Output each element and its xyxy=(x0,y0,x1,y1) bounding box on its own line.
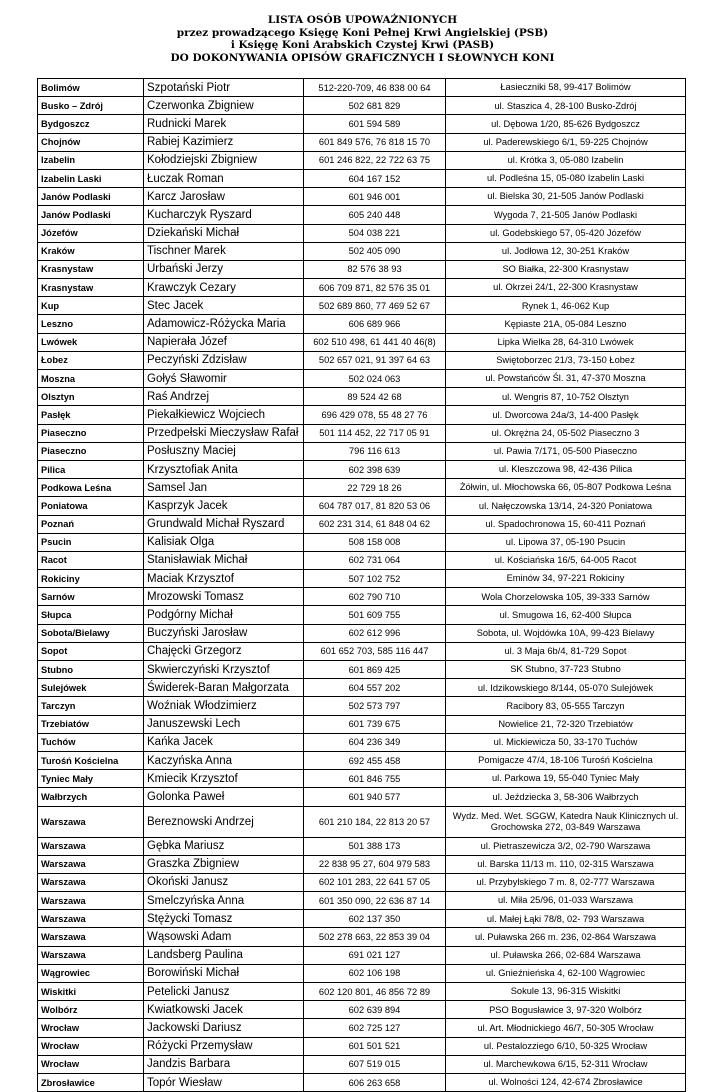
table-row xyxy=(38,169,686,187)
phone-cell: 604 557 202 xyxy=(304,679,446,697)
phone-cell: 502 681 829 xyxy=(304,97,446,115)
city-cell: Janów Podlaski xyxy=(38,188,144,206)
table-row xyxy=(38,79,686,97)
name-cell: Tischner Marek xyxy=(144,242,304,260)
table-row xyxy=(38,624,686,642)
city-cell: Podkowa Leśna xyxy=(38,479,144,497)
phone-cell: 602 231 314, 61 848 04 62 xyxy=(304,515,446,533)
name-cell: Dziekański Michał xyxy=(144,224,304,242)
city-cell: Pasłęk xyxy=(38,406,144,424)
phone-cell: 691 021 127 xyxy=(304,946,446,964)
table-row xyxy=(38,837,686,855)
name-cell: Raś Andrzej xyxy=(144,388,304,406)
address-cell: ul. Paderewskiego 6/1, 59-225 Chojnów xyxy=(446,133,686,151)
address-cell: PSO Bogusławice 3, 97-320 Wolbórz xyxy=(446,1001,686,1019)
table-row xyxy=(38,733,686,751)
name-cell: Stec Jacek xyxy=(144,297,304,315)
city-cell: Sulejówek xyxy=(38,679,144,697)
address-cell: SK Stubno, 37-723 Stubno xyxy=(446,661,686,679)
address-cell: ul. Jodłowa 12, 30-251 Kraków xyxy=(446,242,686,260)
city-cell: Krasnystaw xyxy=(38,279,144,297)
phone-cell: 605 240 448 xyxy=(304,206,446,224)
phone-cell: 604 167 152 xyxy=(304,169,446,187)
city-cell: Janów Podlaski xyxy=(38,206,144,224)
name-cell: Chajęcki Grzegorz xyxy=(144,642,304,660)
city-cell: Moszna xyxy=(38,370,144,388)
city-cell: Psucin xyxy=(38,533,144,551)
name-cell: Gębka Mariusz xyxy=(144,837,304,855)
name-cell: Peczyński Zdzisław xyxy=(144,351,304,369)
city-cell: Trzebiatów xyxy=(38,715,144,733)
phone-cell: 22 838 95 27, 604 979 583 xyxy=(304,855,446,873)
name-cell: Bereznowski Andrzej xyxy=(144,806,304,837)
name-cell: Krzysztofiak Anita xyxy=(144,460,304,478)
city-cell: Racot xyxy=(38,551,144,569)
city-cell: Bydgoszcz xyxy=(38,115,144,133)
table-row xyxy=(38,983,686,1001)
name-cell: Posłuszny Maciej xyxy=(144,442,304,460)
address-cell: Łasieczniki 58, 99-417 Bolimów xyxy=(446,79,686,97)
phone-cell: 502 405 090 xyxy=(304,242,446,260)
phone-cell: 602 120 801, 46 856 72 89 xyxy=(304,983,446,1001)
address-cell: ul. Kleszczowa 98, 42-436 Pilica xyxy=(446,460,686,478)
phone-cell: 696 429 078, 55 48 27 76 xyxy=(304,406,446,424)
table-row xyxy=(38,424,686,442)
table-row xyxy=(38,806,686,837)
name-cell: Okoński Janusz xyxy=(144,873,304,891)
table-row xyxy=(38,873,686,891)
address-cell: Sokule 13, 96-315 Wiskitki xyxy=(446,983,686,1001)
city-cell: Sopot xyxy=(38,642,144,660)
name-cell: Krawczyk Cezary xyxy=(144,279,304,297)
address-cell: Kępiaste 21A, 05-084 Leszno xyxy=(446,315,686,333)
name-cell: Januszewski Lech xyxy=(144,715,304,733)
city-cell: Busko – Zdrój xyxy=(38,97,144,115)
table-row xyxy=(38,442,686,460)
city-cell: Wągrowiec xyxy=(38,964,144,982)
name-cell: Jackowski Dariusz xyxy=(144,1019,304,1037)
address-cell: ul. Staszica 4, 28-100 Busko-Zdrój xyxy=(446,97,686,115)
phone-cell: 601 739 675 xyxy=(304,715,446,733)
address-cell: ul. Lipowa 37, 05-190 Psucin xyxy=(446,533,686,551)
table-row xyxy=(38,570,686,588)
address-cell: Wydz. Med. Wet. SGGW, Katedra Nauk Klinicznych ul. Grochowska 272, 03-849 Warszawa xyxy=(446,806,686,837)
name-cell: Skwierczyński Krzysztof xyxy=(144,661,304,679)
phone-cell: 604 787 017, 81 820 53 06 xyxy=(304,497,446,515)
name-cell: Kalisiak Olga xyxy=(144,533,304,551)
phone-cell: 601 350 090, 22 636 87 14 xyxy=(304,892,446,910)
table-row xyxy=(38,333,686,351)
table-row xyxy=(38,351,686,369)
phone-cell: 606 263 658 xyxy=(304,1073,446,1091)
address-cell: ul. 3 Maja 6b/4, 81-729 Sopot xyxy=(446,642,686,660)
city-cell: Izabelin Laski xyxy=(38,169,144,187)
phone-cell: 502 689 860, 77 469 52 67 xyxy=(304,297,446,315)
address-cell: ul. Okrężna 24, 05-502 Piaseczno 3 xyxy=(446,424,686,442)
phone-cell: 502 657 021, 91 397 64 63 xyxy=(304,351,446,369)
city-cell: Leszno xyxy=(38,315,144,333)
city-cell: Stubno xyxy=(38,661,144,679)
city-cell: Kup xyxy=(38,297,144,315)
table-row xyxy=(38,697,686,715)
city-cell: Józefów xyxy=(38,224,144,242)
city-cell: Turośń Kościelna xyxy=(38,751,144,769)
address-cell: ul. Marchewkowa 6/15, 52-311 Wrocław xyxy=(446,1055,686,1073)
table-row xyxy=(38,661,686,679)
phone-cell: 606 709 871, 82 576 35 01 xyxy=(304,279,446,297)
address-cell: ul. Wengris 87, 10-752 Olsztyn xyxy=(446,388,686,406)
name-cell: Borowiński Michał xyxy=(144,964,304,982)
phone-cell: 22 729 18 26 xyxy=(304,479,446,497)
table-row xyxy=(38,533,686,551)
table-row xyxy=(38,642,686,660)
city-cell: Warszawa xyxy=(38,928,144,946)
phone-cell: 89 524 42 68 xyxy=(304,388,446,406)
city-cell: Warszawa xyxy=(38,806,144,837)
document-header xyxy=(0,14,725,64)
phone-cell: 606 689 966 xyxy=(304,315,446,333)
address-cell: ul. Puławska 266 m. 236, 02-864 Warszawa xyxy=(446,928,686,946)
table-row xyxy=(38,406,686,424)
phone-cell: 602 101 283, 22 641 57 05 xyxy=(304,873,446,891)
address-cell: ul. Wolności 124, 42-674 Zbrosławice xyxy=(446,1073,686,1091)
name-cell: Golonka Paweł xyxy=(144,788,304,806)
city-cell: Lwówek xyxy=(38,333,144,351)
phone-cell: 601 849 576, 76 818 15 70 xyxy=(304,133,446,151)
phone-cell: 601 940 577 xyxy=(304,788,446,806)
phone-cell: 501 609 755 xyxy=(304,606,446,624)
phone-cell: 601 501 521 xyxy=(304,1037,446,1055)
name-cell: Gołyś Sławomir xyxy=(144,370,304,388)
name-cell: Kwiatkowski Jacek xyxy=(144,1001,304,1019)
name-cell: Topór Wiesław xyxy=(144,1073,304,1091)
table-row xyxy=(38,133,686,151)
address-cell: Sobota, ul. Wojdówka 10A, 99-423 Bielawy xyxy=(446,624,686,642)
table-row xyxy=(38,97,686,115)
phone-cell: 502 573 797 xyxy=(304,697,446,715)
address-cell: Żółwin, ul. Młochowska 66, 05-807 Podkowa Leśna xyxy=(446,479,686,497)
table-row xyxy=(38,679,686,697)
name-cell: Przedpełski Mieczysław Rafał xyxy=(144,424,304,442)
name-cell: Mrozowski Tomasz xyxy=(144,588,304,606)
table-row xyxy=(38,1055,686,1073)
city-cell: Bolimów xyxy=(38,79,144,97)
table-row xyxy=(38,515,686,533)
name-cell: Samsel Jan xyxy=(144,479,304,497)
city-cell: Wałbrzych xyxy=(38,788,144,806)
name-cell: Wąsowski Adam xyxy=(144,928,304,946)
table-row xyxy=(38,788,686,806)
name-cell: Kaczyńska Anna xyxy=(144,751,304,769)
address-cell: ul. Puławska 266, 02-684 Warszawa xyxy=(446,946,686,964)
city-cell: Zbrosławice xyxy=(38,1073,144,1091)
address-cell: ul. Nałęczowska 13/14, 24-320 Poniatowa xyxy=(446,497,686,515)
phone-cell: 601 846 755 xyxy=(304,770,446,788)
address-cell: ul. Powstańców Śl. 31, 47-370 Moszna xyxy=(446,370,686,388)
city-cell: Warszawa xyxy=(38,910,144,928)
phone-cell: 601 246 822, 22 722 63 75 xyxy=(304,151,446,169)
name-cell: Różycki Przemysław xyxy=(144,1037,304,1055)
authorized-persons-table xyxy=(37,78,686,1092)
name-cell: Łuczak Roman xyxy=(144,169,304,187)
header-subtitle-2: i Księgę Koni Arabskich Czystej Krwi (PASB) xyxy=(230,39,495,51)
city-cell: Poznań xyxy=(38,515,144,533)
address-cell: ul. Krótka 3, 05-080 Izabelin xyxy=(446,151,686,169)
phone-cell: 796 116 613 xyxy=(304,442,446,460)
address-cell: ul. Gnieźnieńska 4, 62-100 Wągrowiec xyxy=(446,964,686,982)
table-row xyxy=(38,588,686,606)
phone-cell: 607 519 015 xyxy=(304,1055,446,1073)
header-subtitle-1: przez prowadzącego Księgę Koni Pełnej Krwi Angielskiej (PSB) xyxy=(176,26,549,39)
header-title: LISTA OSÓB UPOWAŻNIONYCH xyxy=(267,14,458,26)
table-body xyxy=(38,79,686,1092)
city-cell: Warszawa xyxy=(38,873,144,891)
city-cell: Warszawa xyxy=(38,855,144,873)
address-cell: SO Białka, 22-300 Krasnystaw xyxy=(446,260,686,278)
name-cell: Podgórny Michał xyxy=(144,606,304,624)
address-cell: ul. Parkowa 19, 55-040 Tyniec Mały xyxy=(446,770,686,788)
name-cell: Jandzis Barbara xyxy=(144,1055,304,1073)
phone-cell: 502 024 063 xyxy=(304,370,446,388)
address-cell: ul. Jeździecka 3, 58-306 Wałbrzych xyxy=(446,788,686,806)
address-cell: Pomigacze 47/4, 18-106 Turośń Kościelna xyxy=(446,751,686,769)
table-row xyxy=(38,928,686,946)
city-cell: Chojnów xyxy=(38,133,144,151)
table-row xyxy=(38,1073,686,1091)
city-cell: Piaseczno xyxy=(38,442,144,460)
city-cell: Rokiciny xyxy=(38,570,144,588)
phone-cell: 512-220-709, 46 838 00 64 xyxy=(304,79,446,97)
address-cell: Eminów 34, 97-221 Rokiciny xyxy=(446,570,686,588)
address-cell: ul. Pawia 7/171, 05-500 Piaseczno xyxy=(446,442,686,460)
name-cell: Graszka Zbigniew xyxy=(144,855,304,873)
phone-cell: 602 790 710 xyxy=(304,588,446,606)
city-cell: Tarczyn xyxy=(38,697,144,715)
table-row xyxy=(38,1019,686,1037)
phone-cell: 602 137 350 xyxy=(304,910,446,928)
name-cell: Stężycki Tomasz xyxy=(144,910,304,928)
address-cell: ul. Podleśna 15, 05-080 Izabelin Laski xyxy=(446,169,686,187)
address-cell: ul. Pestalozziego 6/10, 50-325 Wrocław xyxy=(446,1037,686,1055)
table-row xyxy=(38,855,686,873)
address-cell: ul. Barska 11/13 m. 110, 02-315 Warszawa xyxy=(446,855,686,873)
phone-cell: 692 455 458 xyxy=(304,751,446,769)
city-cell: Izabelin xyxy=(38,151,144,169)
address-cell: ul. Małej Łąki 78/8, 02- 793 Warszawa xyxy=(446,910,686,928)
address-cell: ul. Dębowa 1/20, 85-626 Bydgoszcz xyxy=(446,115,686,133)
phone-cell: 504 038 221 xyxy=(304,224,446,242)
table-row xyxy=(38,297,686,315)
city-cell: Wrocław xyxy=(38,1037,144,1055)
table-row xyxy=(38,279,686,297)
table-row xyxy=(38,770,686,788)
name-cell: Landsberg Paulina xyxy=(144,946,304,964)
city-cell: Warszawa xyxy=(38,837,144,855)
address-cell: ul. Przybylskiego 7 m. 8, 02-777 Warszawa xyxy=(446,873,686,891)
city-cell: Warszawa xyxy=(38,892,144,910)
address-cell: ul. Kościańska 16/5, 64-005 Racot xyxy=(446,551,686,569)
phone-cell: 602 510 498, 61 441 40 46(8) xyxy=(304,333,446,351)
phone-cell: 602 725 127 xyxy=(304,1019,446,1037)
phone-cell: 602 612 996 xyxy=(304,624,446,642)
city-cell: Warszawa xyxy=(38,946,144,964)
city-cell: Tuchów xyxy=(38,733,144,751)
phone-cell: 501 114 452, 22 717 05 91 xyxy=(304,424,446,442)
city-cell: Sarnów xyxy=(38,588,144,606)
city-cell: Sobota/Bielawy xyxy=(38,624,144,642)
address-cell: ul. Bielska 30, 21-505 Janów Podlaski xyxy=(446,188,686,206)
address-cell: Nowielice 21, 72-320 Trzebiatów xyxy=(446,715,686,733)
name-cell: Smelczyńska Anna xyxy=(144,892,304,910)
table-row xyxy=(38,460,686,478)
table-row xyxy=(38,964,686,982)
city-cell: Piaseczno xyxy=(38,424,144,442)
city-cell: Słupca xyxy=(38,606,144,624)
city-cell: Wrocław xyxy=(38,1055,144,1073)
city-cell: Wiskitki xyxy=(38,983,144,1001)
name-cell: Rudnicki Marek xyxy=(144,115,304,133)
address-cell: ul. Okrzei 24/1, 22-300 Krasnystaw xyxy=(446,279,686,297)
address-cell: ul. Godebskiego 57, 05-420 Józefów xyxy=(446,224,686,242)
phone-cell: 601 652 703, 585 116 447 xyxy=(304,642,446,660)
name-cell: Stanisławiak Michał xyxy=(144,551,304,569)
phone-cell: 507 102 752 xyxy=(304,570,446,588)
table-row xyxy=(38,388,686,406)
address-cell: ul. Miła 25/96, 01-033 Warszawa xyxy=(446,892,686,910)
table-row xyxy=(38,606,686,624)
phone-cell: 501 388 173 xyxy=(304,837,446,855)
address-cell: Racibory 83, 05-555 Tarczyn xyxy=(446,697,686,715)
table-row xyxy=(38,1037,686,1055)
phone-cell: 602 398 639 xyxy=(304,460,446,478)
table-row xyxy=(38,497,686,515)
address-cell: Wygoda 7, 21-505 Janów Podlaski xyxy=(446,206,686,224)
name-cell: Buczyński Jarosław xyxy=(144,624,304,642)
address-cell: ul. Idzikowskiego 8/144, 05-070 Sulejówek xyxy=(446,679,686,697)
table-row xyxy=(38,242,686,260)
name-cell: Maciak Krzysztof xyxy=(144,570,304,588)
name-cell: Adamowicz-Różycka Maria xyxy=(144,315,304,333)
name-cell: Karcz Jarosław xyxy=(144,188,304,206)
table-row xyxy=(38,910,686,928)
name-cell: Piekałkiewicz Wojciech xyxy=(144,406,304,424)
table-row xyxy=(38,751,686,769)
table-row xyxy=(38,370,686,388)
phone-cell: 82 576 38 93 xyxy=(304,260,446,278)
table-row xyxy=(38,1001,686,1019)
name-cell: Kmiecik Krzysztof xyxy=(144,770,304,788)
address-cell: ul. Spadochronowa 15, 60-411 Poznań xyxy=(446,515,686,533)
table-row xyxy=(38,479,686,497)
phone-cell: 604 236 349 xyxy=(304,733,446,751)
table-row xyxy=(38,946,686,964)
city-cell: Poniatowa xyxy=(38,497,144,515)
header-subtitle-3: DO DOKONYWANIA OPISÓW GRAFICZNYCH I SŁOWNYCH KONI xyxy=(170,51,555,64)
name-cell: Petelicki Janusz xyxy=(144,983,304,1001)
table-row xyxy=(38,315,686,333)
name-cell: Świderek-Baran Małgorzata xyxy=(144,679,304,697)
city-cell: Łobez xyxy=(38,351,144,369)
city-cell: Krasnystaw xyxy=(38,260,144,278)
city-cell: Kraków xyxy=(38,242,144,260)
phone-cell: 602 106 198 xyxy=(304,964,446,982)
address-cell: Swiętoborzec 21/3, 73-150 Łobez xyxy=(446,351,686,369)
address-cell: ul. Pietraszewicza 3/2, 02-790 Warszawa xyxy=(446,837,686,855)
address-cell: ul. Mickiewicza 50, 33-170 Tuchów xyxy=(446,733,686,751)
address-cell: Lipka Wielka 28, 64-310 Lwówek xyxy=(446,333,686,351)
phone-cell: 601 210 184, 22 813 20 57 xyxy=(304,806,446,837)
name-cell: Kucharczyk Ryszard xyxy=(144,206,304,224)
phone-cell: 502 278 663, 22 853 39 04 xyxy=(304,928,446,946)
table-row xyxy=(38,551,686,569)
table-row xyxy=(38,151,686,169)
table-row xyxy=(38,206,686,224)
phone-cell: 602 731 064 xyxy=(304,551,446,569)
name-cell: Napierała Józef xyxy=(144,333,304,351)
name-cell: Kołodziejski Zbigniew xyxy=(144,151,304,169)
city-cell: Pilica xyxy=(38,460,144,478)
table-row xyxy=(38,224,686,242)
address-cell: ul. Art. Młodnickiego 46/7, 50-305 Wrocław xyxy=(446,1019,686,1037)
table-row xyxy=(38,188,686,206)
city-cell: Wolbórz xyxy=(38,1001,144,1019)
name-cell: Rabiej Kazimierz xyxy=(144,133,304,151)
address-cell: Wola Chorzelowska 105, 39-333 Sarnów xyxy=(446,588,686,606)
name-cell: Szpotański Piotr xyxy=(144,79,304,97)
name-cell: Grundwald Michał Ryszard xyxy=(144,515,304,533)
table-row xyxy=(38,260,686,278)
city-cell: Tyniec Mały xyxy=(38,770,144,788)
name-cell: Urbański Jerzy xyxy=(144,260,304,278)
name-cell: Woźniak Włodzimierz xyxy=(144,697,304,715)
table-row xyxy=(38,115,686,133)
phone-cell: 602 639 894 xyxy=(304,1001,446,1019)
address-cell: ul. Dworcowa 24a/3, 14-400 Pasłęk xyxy=(446,406,686,424)
phone-cell: 601 869 425 xyxy=(304,661,446,679)
name-cell: Kasprzyk Jacek xyxy=(144,497,304,515)
table-row xyxy=(38,715,686,733)
phone-cell: 601 594 589 xyxy=(304,115,446,133)
table-row xyxy=(38,892,686,910)
address-cell: ul. Smugowa 16, 62-400 Słupca xyxy=(446,606,686,624)
phone-cell: 601 946 001 xyxy=(304,188,446,206)
phone-cell: 508 158 008 xyxy=(304,533,446,551)
address-cell: Rynek 1, 46-062 Kup xyxy=(446,297,686,315)
city-cell: Wrocław xyxy=(38,1019,144,1037)
name-cell: Czerwonka Zbigniew xyxy=(144,97,304,115)
city-cell: Olsztyn xyxy=(38,388,144,406)
name-cell: Kańka Jacek xyxy=(144,733,304,751)
